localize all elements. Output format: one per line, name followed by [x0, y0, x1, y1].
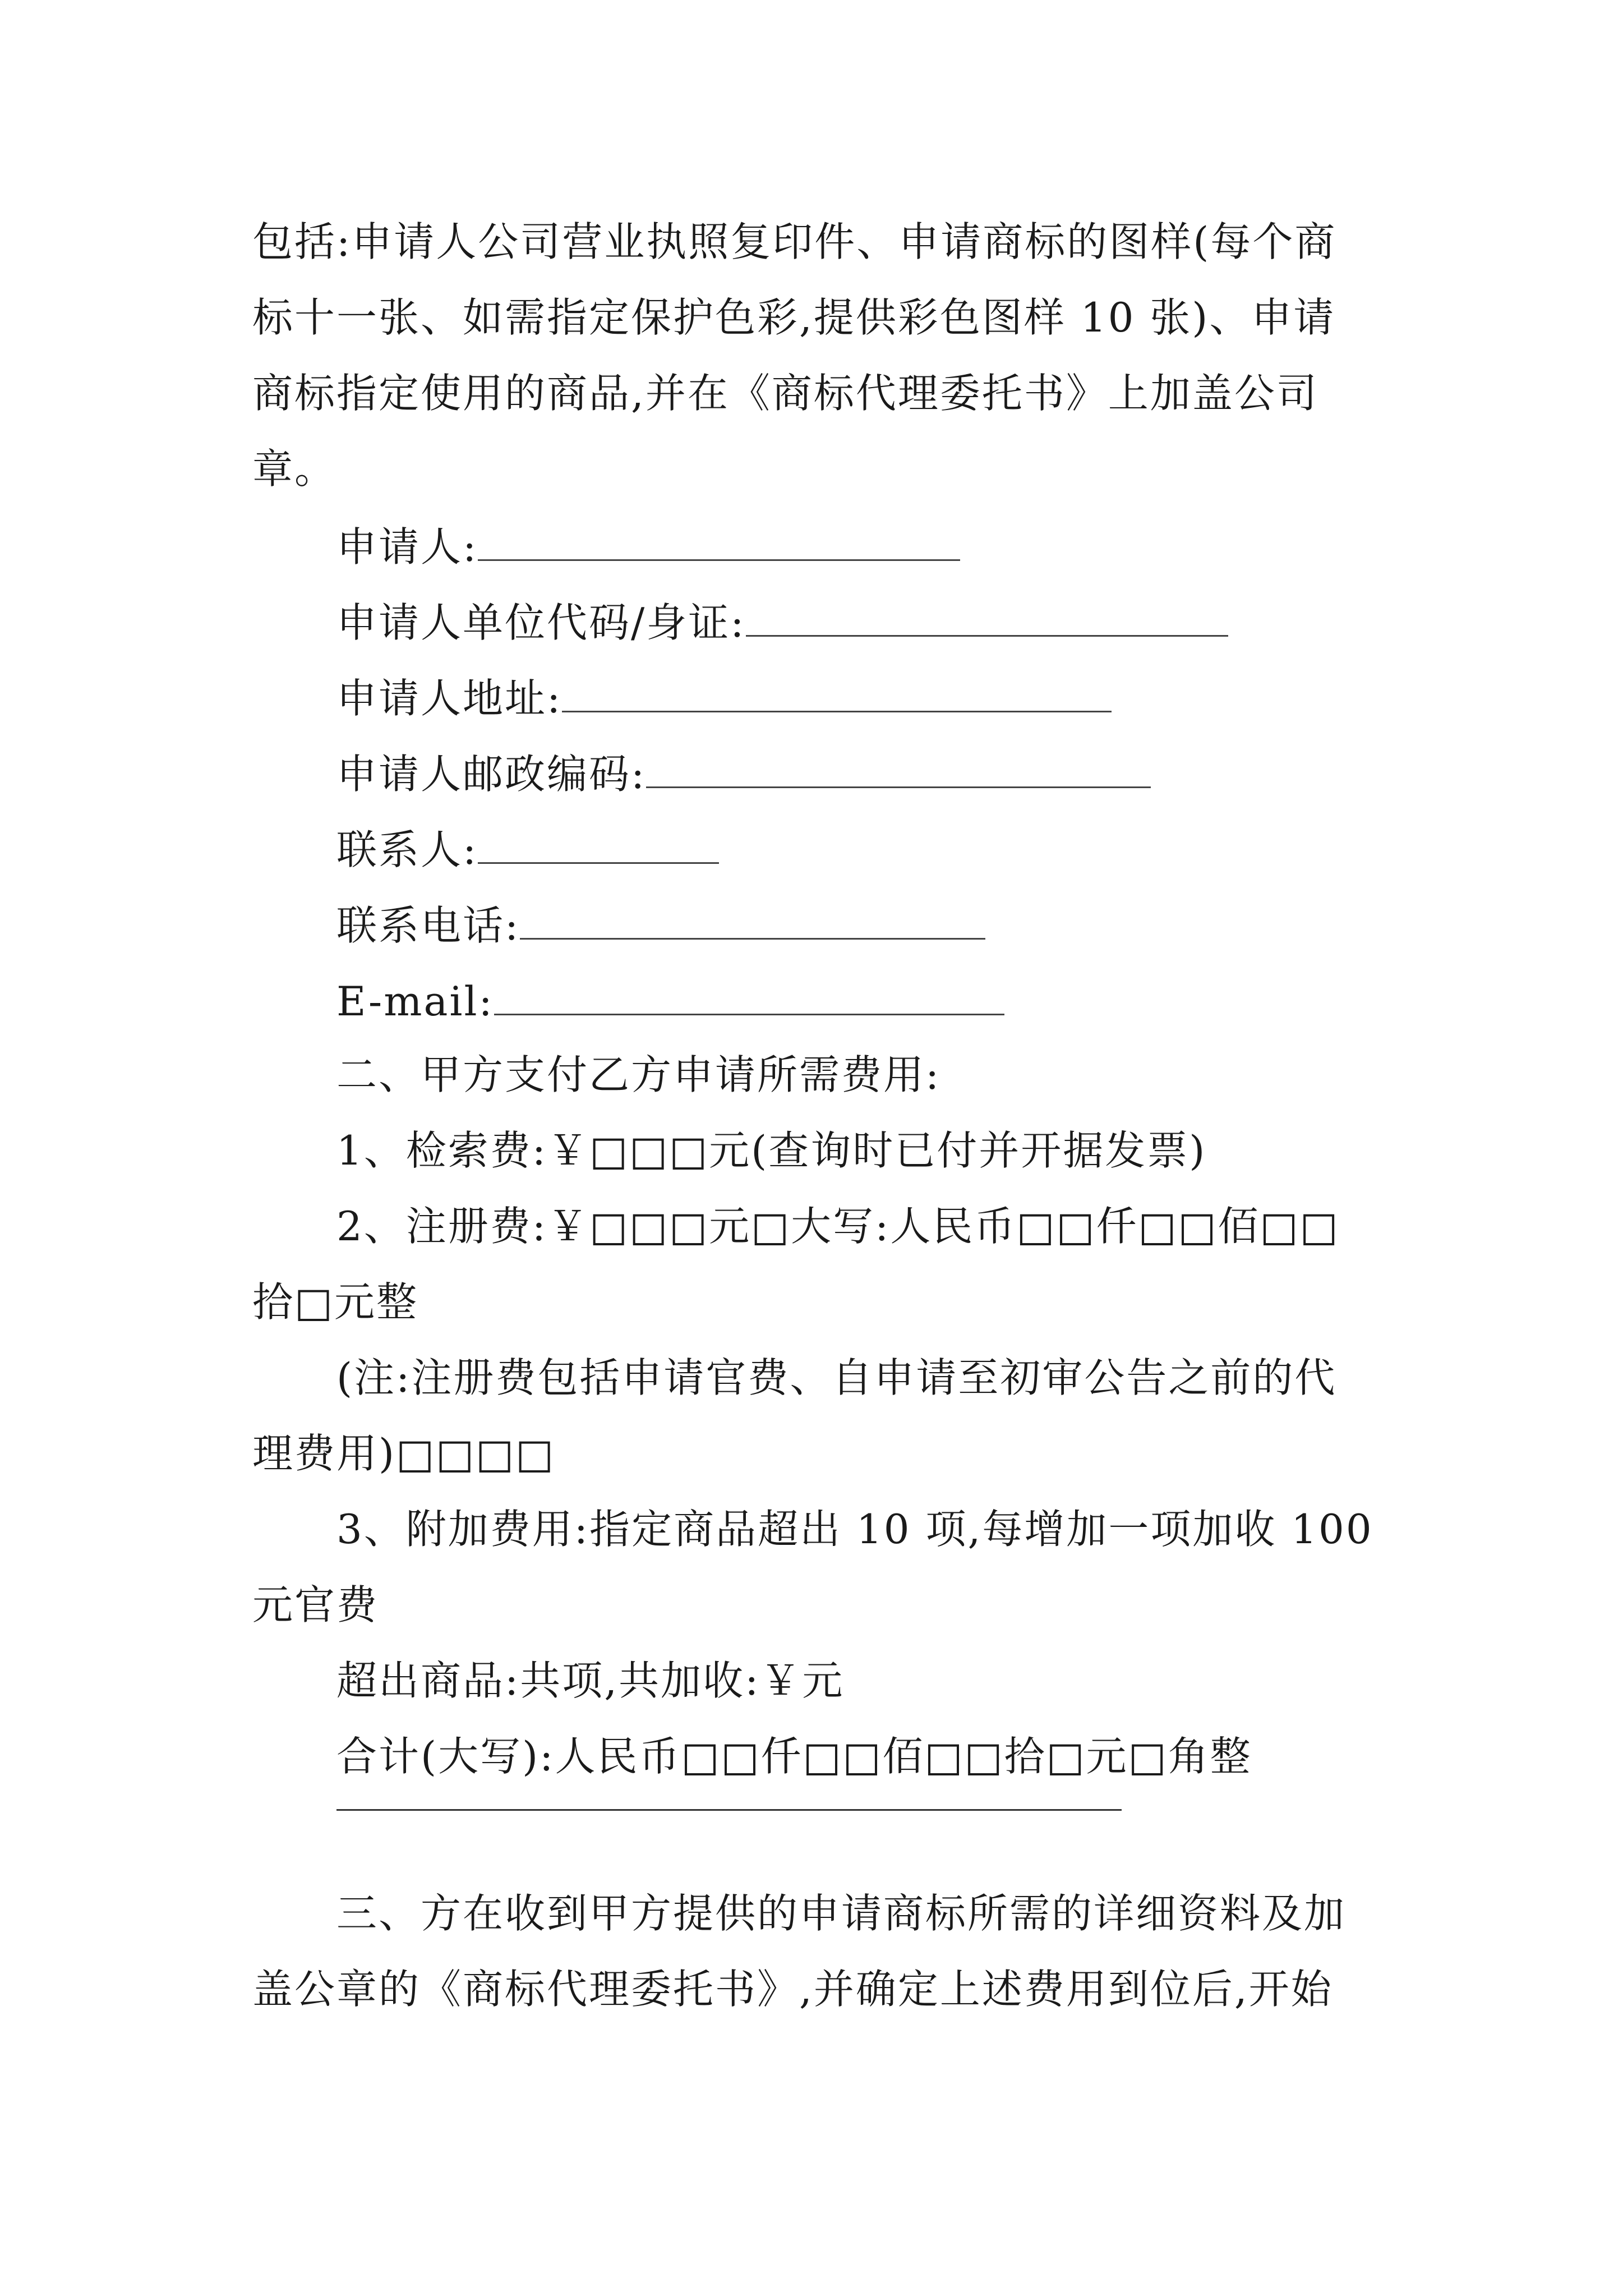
- applicant-blank: [478, 524, 960, 561]
- applicant-code-field: [336, 599, 1228, 646]
- contact-person-field: [336, 826, 719, 873]
- fee-line: 拾□元整: [252, 1278, 419, 1326]
- applicant-postcode-label: 申请人邮政编码:: [336, 751, 647, 798]
- email-label: E-mail:: [336, 978, 494, 1025]
- contact-phone-field: [336, 902, 985, 949]
- paragraph-line: 标十一张、如需指定保护色彩,提供彩色图样 10 张)、申请: [252, 294, 1336, 341]
- applicant-postcode-blank: [646, 752, 1151, 788]
- paragraph-line: 三、方在收到甲方提供的申请商标所需的详细资料及加: [336, 1890, 1347, 1937]
- paragraph-line: 章。: [252, 445, 337, 493]
- applicant-postcode-field: [336, 751, 1151, 798]
- note-line: 理费用)□□□□: [252, 1430, 556, 1477]
- applicant-code-blank: [746, 600, 1228, 637]
- applicant-field: [336, 523, 960, 570]
- fee-line: 元官费: [252, 1581, 379, 1628]
- paragraph-line: 包括:申请人公司营业执照复印件、申请商标的图样(每个商: [252, 218, 1337, 265]
- total-line: 合计(大写):人民币□□仟□□佰□□拾□元□角整: [336, 1733, 1252, 1780]
- contact-person-label: 联系人:: [336, 826, 478, 873]
- paragraph-line: 商标指定使用的商品,并在《商标代理委托书》上加盖公司: [252, 370, 1318, 417]
- email-field: [336, 978, 1004, 1025]
- contact-person-blank: [478, 827, 719, 864]
- contact-phone-label: 联系电话:: [336, 902, 520, 949]
- applicant-label: 申请人:: [336, 523, 478, 570]
- extra-goods-line: 超出商品:共项,共加收:￥元: [336, 1657, 845, 1704]
- separator-rule: [336, 1809, 1122, 1811]
- applicant-address-label: 申请人地址:: [336, 675, 562, 722]
- applicant-address-field: [336, 675, 1112, 722]
- contact-phone-blank: [520, 903, 985, 940]
- paragraph-line: 盖公章的《商标代理委托书》,并确定上述费用到位后,开始: [252, 1966, 1333, 2013]
- email-blank: [494, 979, 1004, 1015]
- applicant-address-blank: [562, 676, 1112, 712]
- fee-line: 3、附加费用:指定商品超出 10 项,每增加一项加收 100: [336, 1506, 1373, 1553]
- note-line: (注:注册费包括申请官费、自申请至初审公告之前的代: [336, 1354, 1337, 1401]
- fee-line: 1、检索费:￥□□□元(查询时已付并开据发票): [336, 1127, 1207, 1174]
- fee-line: 2、注册费:￥□□□元□大写:人民币□□仟□□佰□□: [336, 1203, 1340, 1250]
- applicant-code-label: 申请人单位代码/身证:: [336, 599, 746, 646]
- section-heading: 二、甲方支付乙方申请所需费用:: [336, 1051, 941, 1098]
